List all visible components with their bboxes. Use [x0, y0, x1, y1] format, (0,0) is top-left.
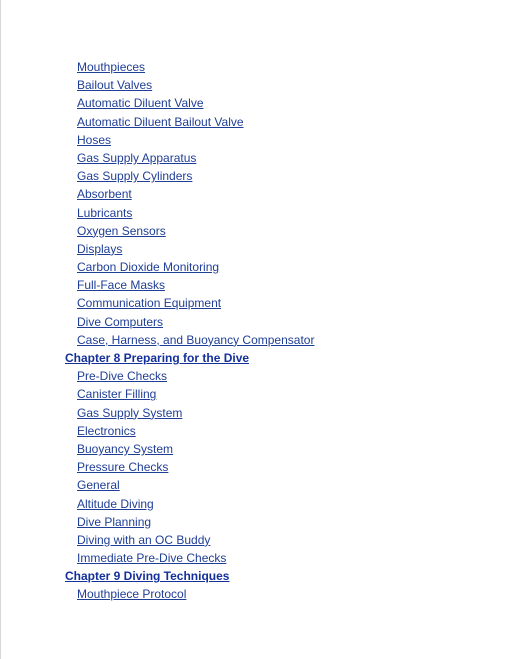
toc-section-link[interactable]: Automatic Diluent Valve	[77, 96, 204, 111]
toc-section-link[interactable]: Displays	[77, 241, 123, 256]
toc-section-link[interactable]: Hoses	[77, 132, 112, 147]
table-of-contents	[1, 58, 314, 604]
toc-section-entry	[1, 113, 314, 131]
toc-section-link[interactable]: Pressure Checks	[77, 460, 169, 475]
toc-section-entry	[1, 531, 314, 549]
toc-section-entry	[1, 204, 314, 222]
toc-chapter-entry	[1, 567, 314, 585]
toc-section-link[interactable]: Absorbent	[77, 187, 132, 202]
toc-section-entry	[1, 476, 314, 494]
toc-chapter-link[interactable]: Chapter 8 Preparing for the Dive	[65, 351, 250, 365]
toc-chapter-entry	[1, 349, 314, 367]
toc-section-entry	[1, 367, 314, 385]
toc-section-link[interactable]: Diving with an OC Buddy	[77, 532, 211, 547]
toc-section-entry	[1, 313, 314, 331]
toc-section-link[interactable]: Altitude Diving	[77, 496, 154, 511]
toc-section-entry	[1, 149, 314, 167]
toc-section-link[interactable]: Case, Harness, and Buoyancy Compensator	[77, 332, 315, 347]
toc-section-link[interactable]: Immediate Pre-Dive Checks	[77, 551, 227, 566]
toc-section-entry	[1, 458, 314, 476]
toc-section-link[interactable]: Pre-Dive Checks	[77, 369, 168, 384]
toc-section-link[interactable]: Communication Equipment	[77, 296, 222, 311]
toc-section-entry	[1, 440, 314, 458]
toc-section-entry	[1, 404, 314, 422]
toc-section-link[interactable]: Bailout Valves	[77, 78, 153, 93]
toc-section-entry	[1, 185, 314, 203]
toc-section-entry	[1, 513, 314, 531]
toc-section-link[interactable]: Automatic Diluent Bailout Valve	[77, 114, 244, 129]
toc-section-entry	[1, 240, 314, 258]
toc-section-link[interactable]: General	[77, 478, 120, 493]
toc-section-link[interactable]: Lubricants	[77, 205, 133, 220]
toc-section-link[interactable]: Gas Supply Apparatus	[77, 150, 197, 165]
toc-section-link[interactable]: Gas Supply System	[77, 405, 183, 420]
toc-section-link[interactable]: Mouthpiece Protocol	[77, 587, 187, 602]
toc-section-entry	[1, 422, 314, 440]
toc-section-entry	[1, 94, 314, 112]
toc-section-entry	[1, 385, 314, 403]
toc-section-entry	[1, 222, 314, 240]
toc-section-link[interactable]: Gas Supply Cylinders	[77, 169, 193, 184]
toc-section-entry	[1, 76, 314, 94]
toc-section-entry	[1, 131, 314, 149]
toc-section-link[interactable]: Oxygen Sensors	[77, 223, 166, 238]
toc-section-entry	[1, 495, 314, 513]
toc-section-link[interactable]: Electronics	[77, 423, 136, 438]
toc-section-entry	[1, 331, 314, 349]
toc-section-link[interactable]: Dive Computers	[77, 314, 164, 329]
toc-section-entry	[1, 276, 314, 294]
toc-section-link[interactable]: Dive Planning	[77, 514, 152, 529]
toc-section-entry	[1, 167, 314, 185]
toc-section-entry	[1, 58, 314, 76]
toc-section-link[interactable]: Mouthpieces	[77, 60, 146, 74]
toc-section-entry	[1, 294, 314, 312]
toc-section-entry	[1, 585, 314, 603]
toc-section-link[interactable]: Carbon Dioxide Monitoring	[77, 260, 220, 275]
toc-section-link[interactable]: Canister Filling	[77, 387, 157, 402]
toc-section-entry	[1, 258, 314, 276]
toc-chapter-link[interactable]: Chapter 9 Diving Techniques	[65, 569, 230, 584]
toc-section-entry	[1, 549, 314, 567]
toc-section-link[interactable]: Buoyancy System	[77, 441, 174, 456]
toc-section-link[interactable]: Full-Face Masks	[77, 278, 166, 293]
